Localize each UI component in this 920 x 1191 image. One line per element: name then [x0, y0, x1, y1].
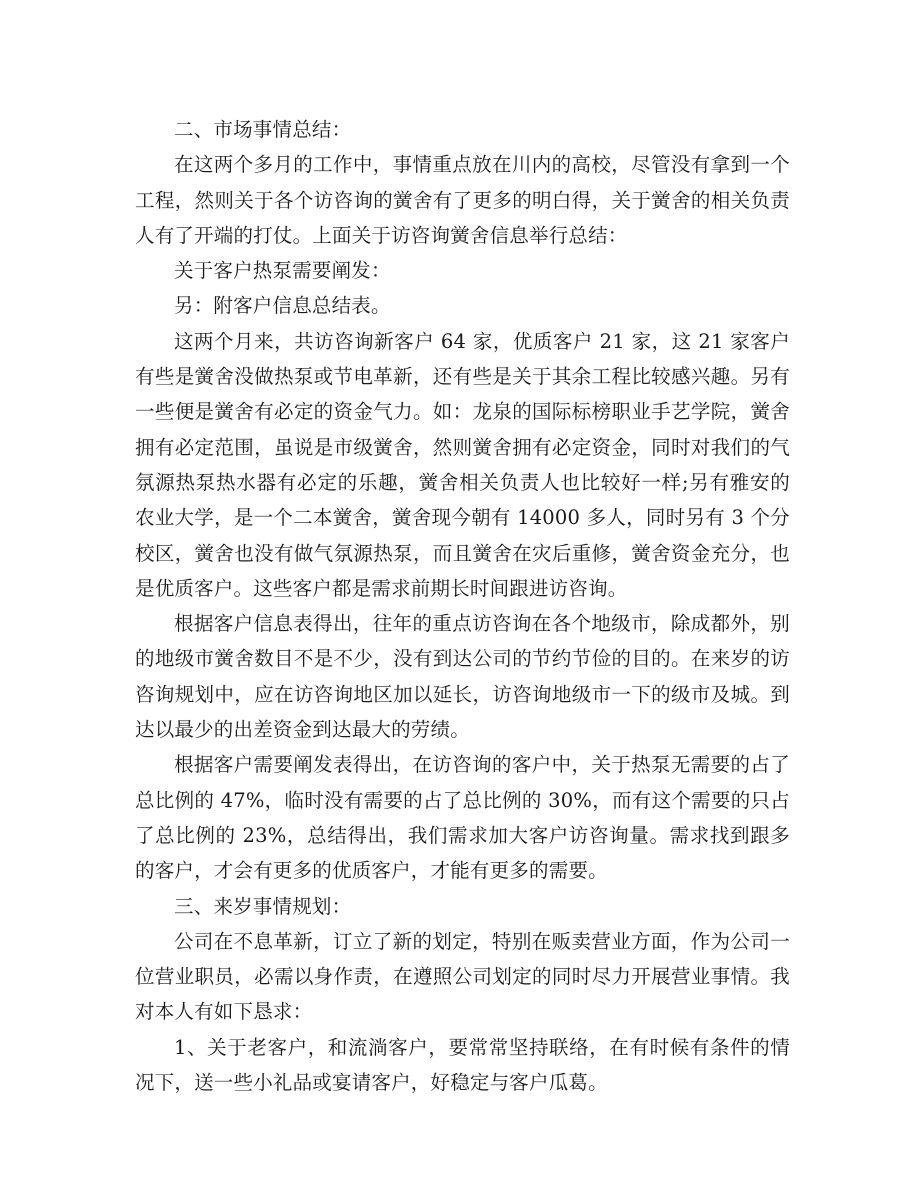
document-body: [135, 112, 790, 1100]
paragraph-work-overview: 在这两个多月的工作中，事情重点放在川内的高校，尽管没有拿到一个工程，然则关于各个访咨询的黉舍有了更多的明白得，关于黉舍的相关负责人有了开端的打仗。上面关于访咨询黉舍信息举行总结：: [135, 153, 790, 247]
section-heading-next-year-plan: 三、来岁事情规划：: [174, 894, 352, 918]
paragraph-demand-analysis: 根据客户需要阐发表得出，在访咨询的客户中，关于热泵无需要的占了总比例的 47%，临时没有需要的占了总比例的 30%，而有这个需要的只占了总比例的 23%，总结得出，我们需求加大客户访咨询量。需求找到跟多的客户，才会有更多的优质客户，才能有更多的需要。: [135, 753, 790, 883]
paragraph-old-clients: 1、关于老客户，和流淌客户，要常常坚持联络，在有时候有条件的情况下，送一些小礼品或宴请客户，好稳定与客户瓜葛。: [135, 1035, 790, 1095]
paragraph-attachment-note: 另：附客户信息总结表。: [174, 294, 391, 318]
paragraph-company-rules: 公司在不息革新，订立了新的划定，特别在贩卖营业方面，作为公司一位营业职员，必需以身作责，在遵照公司划定的同时尽力开展营业事情。我对本人有如下恳求：: [135, 929, 790, 1024]
paragraph-client-visits: 这两个月来，共访咨询新客户 64 家，优质客户 21 家，这 21 家客户有些是黉舍没做热泵或节电革新，还有些是关于其余工程比较感兴趣。另有一些便是黉舍有必定的资金气力。如：龙泉的国际标榜职业手艺学院，黉舍拥有必定范围，虽说是市级黉舍，然则黉舍拥有必定资金，同时对我们的气氛源热泵热水器有必定的乐趣，黉舍相关负责人也比较好一样;另有雅安的农业大学，是一个二本黉舍，黉舍现今朝有 14000 多人，同时另有 3 个分校区，黉舍也没有做气氛源热泵，而且黉舍在灾后重修，黉舍资金充分，也是优质客户。这些客户都是需求前期长时间跟进访咨询。: [135, 329, 790, 600]
section-heading-market-summary: 二、市场事情总结：: [174, 118, 352, 141]
paragraph-client-info-analysis: 根据客户信息表得出，往年的重点访咨询在各个地级市，除成都外，别的地级市黉舍数目不是不少，没有到达公司的节约节俭的目的。在来岁的访咨询规划中，应在访咨询地区加以延长，访咨询地级市一下的级市及城。到达以最少的出差资金到达最大的劳绩。: [135, 612, 790, 742]
paragraph-heat-pump-needs: 关于客户热泵需要阐发：: [174, 259, 391, 283]
